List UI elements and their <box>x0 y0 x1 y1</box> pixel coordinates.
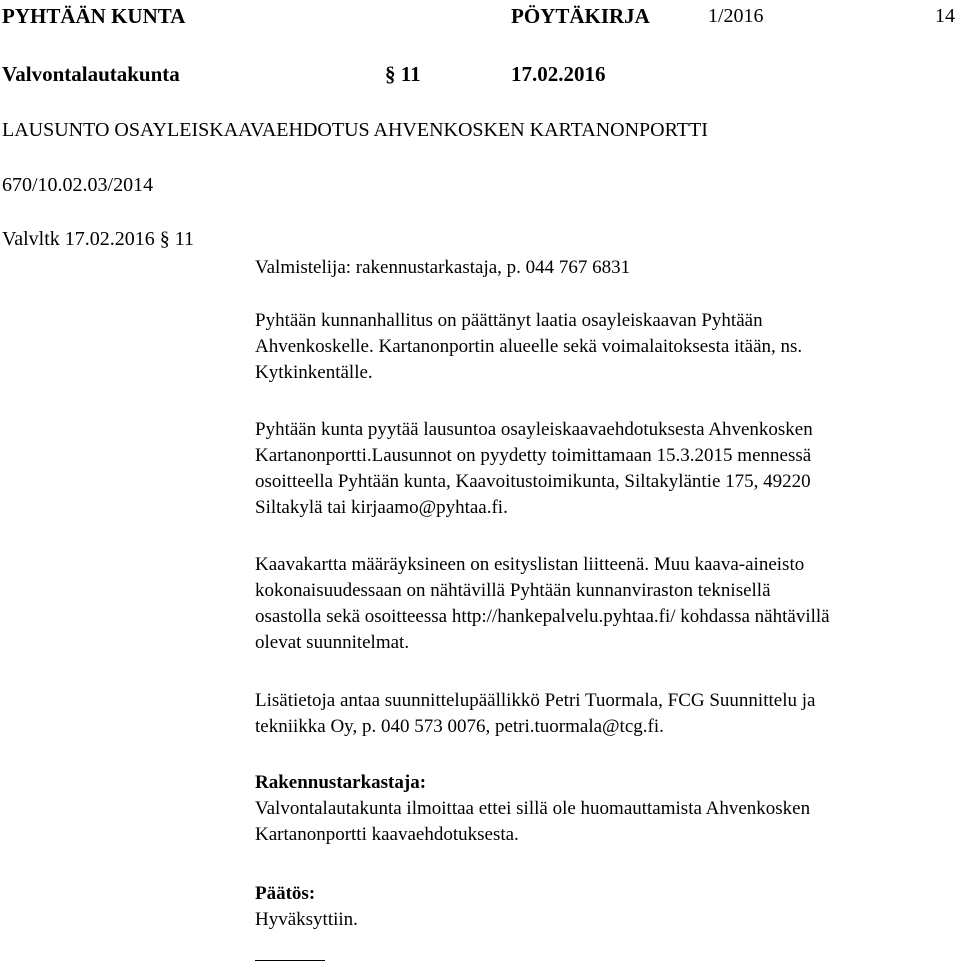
section-number: § 11 <box>385 62 421 86</box>
paragraph-line: Kaavakartta määräyksineen on esityslistan liitteenä. Muu kaava-aineisto <box>255 554 805 575</box>
proposal-block <box>255 770 955 848</box>
paragraph-line: Pyhtään kunta pyytää lausuntoa osayleiskaavaehdotuksesta Ahvenkosken <box>255 419 813 440</box>
paragraph-line: Kytkinkentälle. <box>255 362 373 383</box>
item-title: LAUSUNTO OSAYLEISKAAVAEHDOTUS AHVENKOSKEN KARTANONPORTTI <box>2 119 708 141</box>
municipality-name: PYHTÄÄN KUNTA <box>2 4 186 28</box>
paragraph-2 <box>255 417 955 521</box>
paragraph-line: osastolla sekä osoitteessa http://hankepalvelu.pyhtaa.fi/ kohdassa nähtävillä <box>255 606 830 627</box>
document-number: 1/2016 <box>708 5 764 27</box>
proposal-line: Valvontalautakunta ilmoittaa ettei sillä ole huomauttamista Ahvenkosken <box>255 798 811 819</box>
paragraph-line: Ahvenkoskelle. Kartanonportin alueelle sekä voimalaitoksesta itään, ns. <box>255 336 803 357</box>
decision-block <box>255 881 955 933</box>
paragraph-line: kokonaisuudessaan on nähtävillä Pyhtään kunnanviraston teknisellä <box>255 580 771 601</box>
paragraph-line: tekniikka Oy, p. 040 573 0076, petri.tuormala@tcg.fi. <box>255 716 664 737</box>
paragraph-line: Kartanonportti.Lausunnot on pyydetty toimittamaan 15.3.2015 mennessä <box>255 445 812 466</box>
paragraph-line: Siltakylä tai kirjaamo@pyhtaa.fi. <box>255 497 508 518</box>
paragraph-line: osoitteella Pyhtään kunta, Kaavoitustoimikunta, Siltakyläntie 175, 49220 <box>255 471 811 492</box>
preparer-line: Valmistelija: rakennustarkastaja, p. 044 767 6831 <box>255 257 631 278</box>
paragraph-line: Pyhtään kunnanhallitus on päättänyt laatia osayleiskaavan Pyhtään <box>255 310 763 331</box>
decision-heading: Päätös: <box>255 883 316 904</box>
paragraph-1 <box>255 308 955 386</box>
committee-name: Valvontalautakunta <box>2 62 180 86</box>
page-number: 14 <box>935 5 955 27</box>
paragraph-3 <box>255 552 955 656</box>
paragraph-4 <box>255 688 955 740</box>
record-number: 670/10.02.03/2014 <box>2 174 154 196</box>
paragraph-line: olevat suunnitelmat. <box>255 632 410 653</box>
meeting-date: 17.02.2016 <box>511 62 606 86</box>
document-type: PÖYTÄKIRJA <box>511 4 650 28</box>
proposal-heading: Rakennustarkastaja: <box>255 772 427 793</box>
item-reference: Valvltk 17.02.2016 § 11 <box>2 228 195 250</box>
decision-text: Hyväksyttiin. <box>255 909 358 930</box>
signature-line <box>255 960 325 961</box>
proposal-line: Kartanonportti kaavaehdotuksesta. <box>255 824 519 845</box>
paragraph-line: Lisätietoja antaa suunnittelupäällikkö Petri Tuormala, FCG Suunnittelu ja <box>255 690 816 711</box>
